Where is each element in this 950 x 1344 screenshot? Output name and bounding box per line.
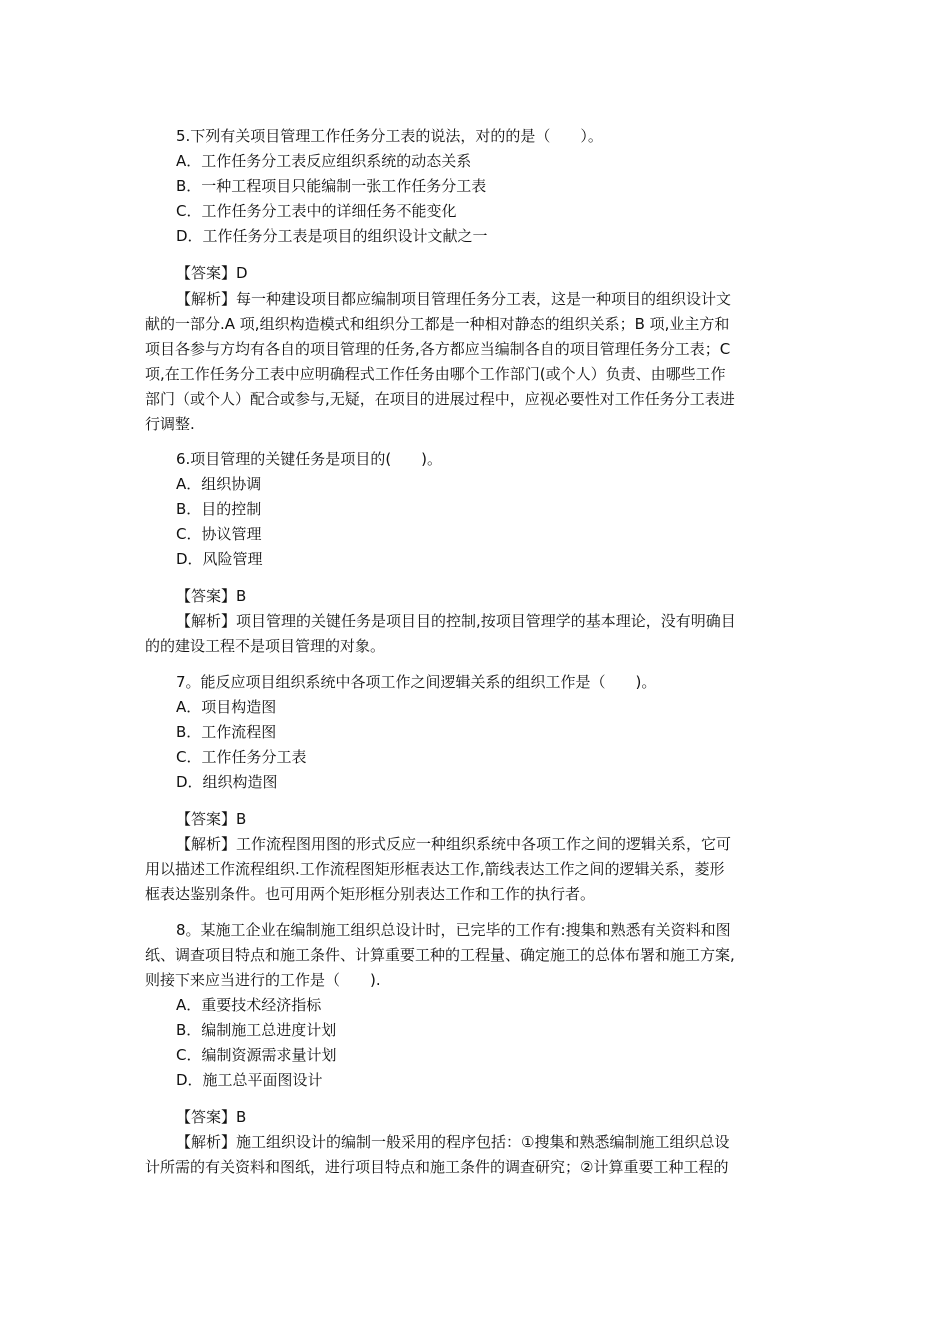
question-7-analysis-line: 框表达鉴别条件。也可用两个矩形框分别表达工作和工作的执行者。: [145, 885, 596, 903]
question-6-analysis-line: 【解析】项目管理的关键任务是项目目的控制,按项目管理学的基本理论，没有明确目: [176, 612, 736, 630]
question-5-answer: 【答案】D: [176, 264, 248, 282]
question-8-stem-line: 8。某施工企业在编制施工组织总设计时，已完毕的工作有:搜集和熟悉有关资料和图: [176, 921, 731, 939]
question-8-stem-line: 则接下来应当进行的工作是（ ).: [145, 971, 381, 989]
question-6-stem: 6.项目管理的关键任务是项目的( )。: [176, 450, 443, 468]
question-6-option-d: D．风险管理: [176, 550, 263, 568]
question-5-analysis-line: 项,在工作任务分工表中应明确程式工作任务由哪个工作部门(或个人）负责、由哪些工作: [145, 365, 726, 383]
question-7-analysis-line: 用以描述工作流程组织.工作流程图矩形框表达工作,箭线表达工作之间的逻辑关系，菱形: [145, 860, 725, 878]
question-8-option-c: C．编制资源需求量计划: [176, 1046, 337, 1064]
question-8-option-b: B．编制施工总进度计划: [176, 1021, 337, 1039]
question-5-analysis-line: 【解析】每一种建设项目都应编制项目管理任务分工表，这是一种项目的组织设计文: [176, 290, 732, 308]
question-7-option-a: A．项目构造图: [176, 698, 277, 716]
question-8-answer: 【答案】B: [176, 1108, 247, 1126]
question-8-analysis-line: 【解析】施工组织设计的编制一般采用的程序包括：①搜集和熟悉编制施工组织总设: [176, 1133, 730, 1151]
question-8-stem-line: 纸、调查项目特点和施工条件、计算重要工种的工程量、确定施工的总体布署和施工方案,: [145, 946, 735, 964]
question-5-analysis-line: 项目各参与方均有各自的项目管理的任务,各方都应当编制各自的项目管理任务分工表；C: [145, 340, 731, 358]
question-5-option-c: C．工作任务分工表中的详细任务不能变化: [176, 202, 457, 220]
question-5-option-d: D．工作任务分工表是项目的组织设计文献之一: [176, 227, 488, 245]
question-7-option-b: B．工作流程图: [176, 723, 277, 741]
question-5-option-b: B．一种工程项目只能编制一张工作任务分工表: [176, 177, 487, 195]
question-6-option-c: C．协议管理: [176, 525, 262, 543]
question-7-stem: 7。能反应项目组织系统中各项工作之间逻辑关系的组织工作是（ )。: [176, 673, 657, 691]
question-6-answer: 【答案】B: [176, 587, 247, 605]
question-5-analysis-line: 献的一部分.A 项,组织构造模式和组织分工都是一种相对静态的组织关系；B 项,业主方和: [145, 315, 730, 333]
question-5-option-a: A．工作任务分工表反应组织系统的动态关系: [176, 152, 472, 170]
question-8-analysis-line: 计所需的有关资料和图纸，进行项目特点和施工条件的调查研究；②计算重要工种工程的: [145, 1158, 729, 1176]
question-7-analysis-line: 【解析】工作流程图用图的形式反应一种组织系统中各项工作之间的逻辑关系，它可: [176, 835, 732, 853]
question-6-analysis-line: 的的建设工程不是项目管理的对象。: [145, 637, 386, 655]
question-8-option-a: A．重要技术经济指标: [176, 996, 322, 1014]
question-7-option-d: D．组织构造图: [176, 773, 278, 791]
question-7-option-c: C．工作任务分工表: [176, 748, 307, 766]
question-8-option-d: D．施工总平面图设计: [176, 1071, 323, 1089]
question-5-stem: 5.下列有关项目管理工作任务分工表的说法，对的的是（ ）。: [176, 127, 603, 145]
question-7-answer: 【答案】B: [176, 810, 247, 828]
question-5-analysis-line: 部门（或个人）配合或参与,无疑，在项目的进展过程中，应视必要性对工作任务分工表进: [145, 390, 735, 408]
question-5-analysis-line: 行调整.: [145, 415, 195, 433]
question-6-option-a: A．组织协调: [176, 475, 262, 493]
question-6-option-b: B．目的控制: [176, 500, 262, 518]
